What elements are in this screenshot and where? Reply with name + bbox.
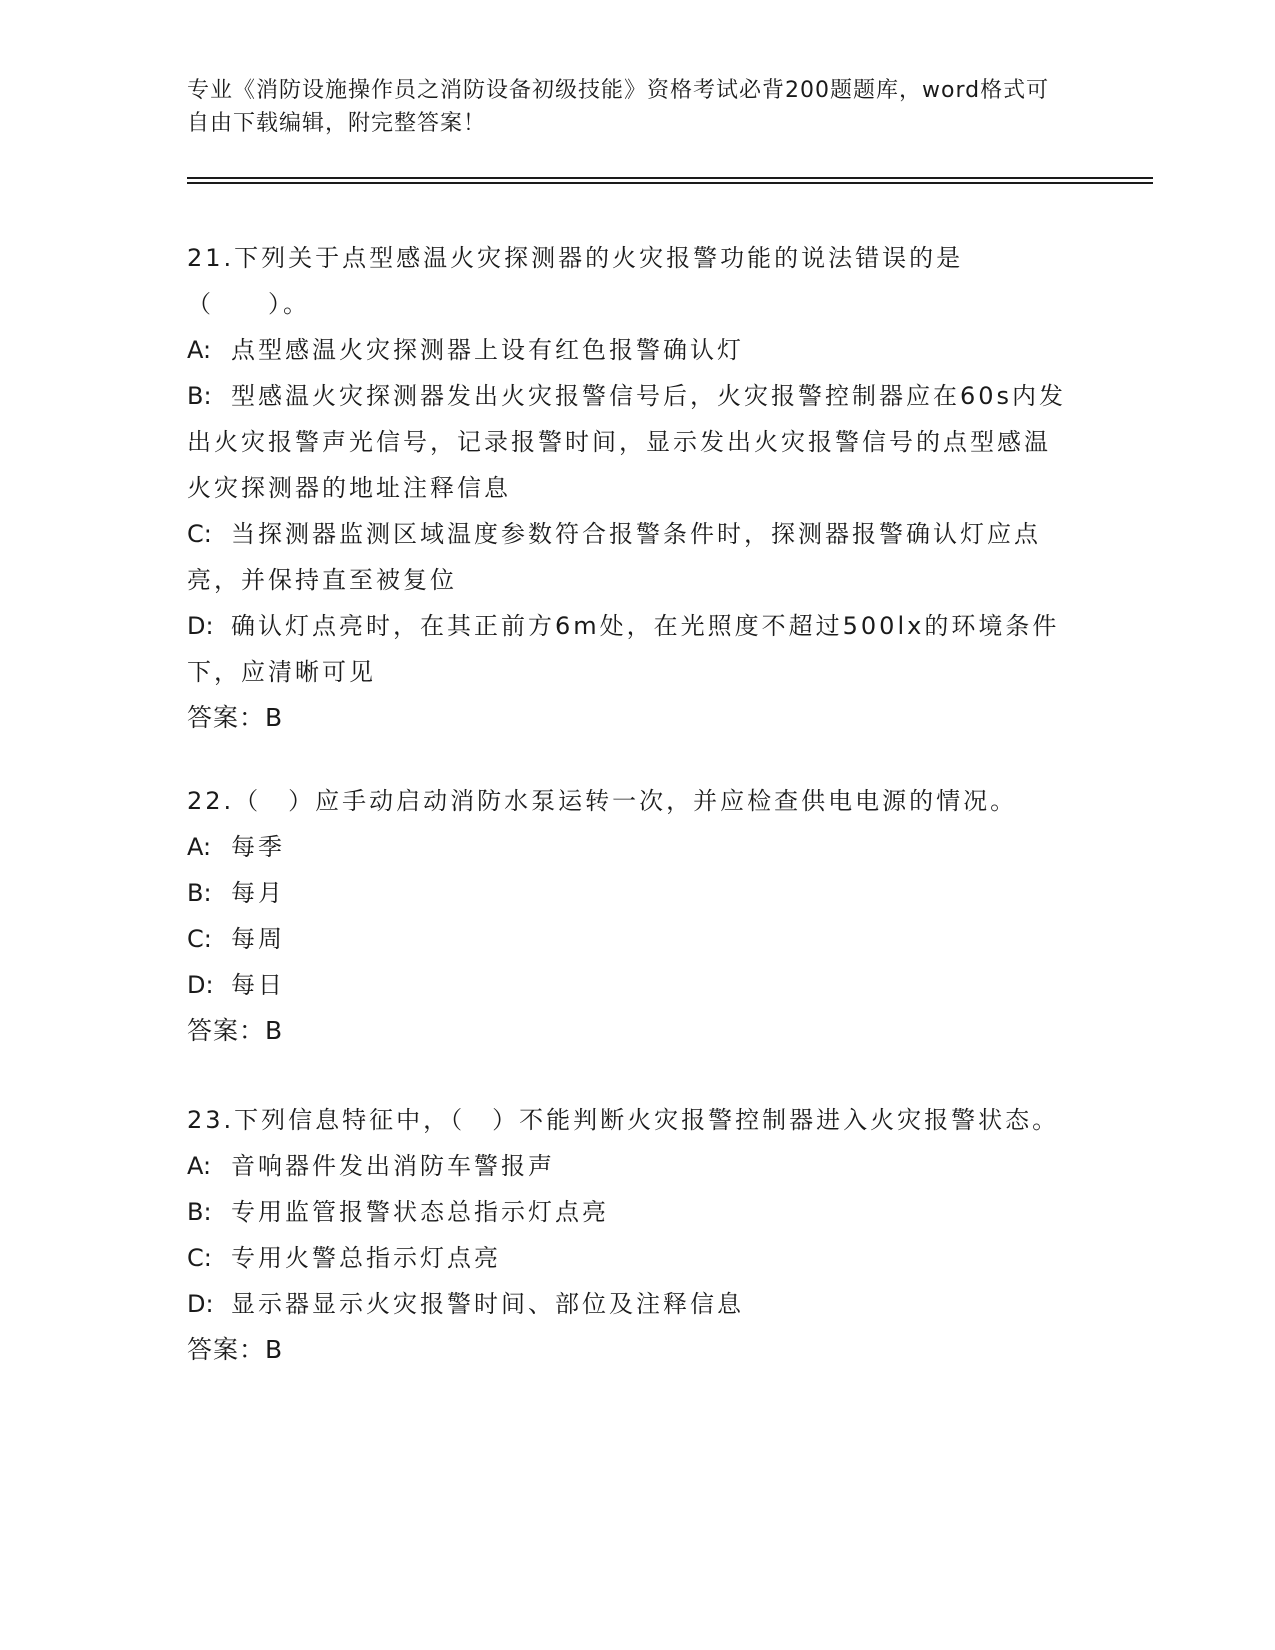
answer-label: 答案：B [187, 1335, 284, 1364]
option-b [187, 870, 1067, 916]
option-d [187, 1281, 1067, 1327]
option-text: 确认灯点亮时，在其正前方6m处，在光照度不超过500lx的环境条件下，应清晰可见 [187, 612, 1060, 686]
answer-label: 答案：B [187, 703, 284, 732]
option-text: 专用火警总指示灯点亮 [231, 1244, 501, 1272]
option-key: D: [187, 971, 214, 999]
option-key: B: [187, 382, 212, 410]
option-key: C: [187, 925, 212, 953]
option-text: 每月 [231, 879, 285, 907]
option-d [187, 603, 1067, 695]
question-stem: 23.下列信息特征中，（ ）不能判断火灾报警控制器进入火灾报警状态。 [187, 1106, 1060, 1134]
option-text: 点型感温火灾探测器上设有红色报警确认灯 [231, 336, 744, 364]
answer-label: 答案：B [187, 1016, 284, 1045]
option-text: 当探测器监测区域温度参数符合报警条件时，探测器报警确认灯应点亮，并保持直至被复位 [187, 520, 1041, 594]
option-key: C: [187, 520, 212, 548]
option-text: 每周 [231, 925, 285, 953]
option-text: 专用监管报警状态总指示灯点亮 [231, 1198, 609, 1226]
option-key: B: [187, 1198, 212, 1226]
option-key: A: [187, 1152, 212, 1180]
option-text: 每日 [231, 971, 285, 999]
option-a [187, 1143, 1067, 1189]
question-23 [187, 1097, 1067, 1373]
question-stem: 22.（ ）应手动启动消防水泵运转一次，并应检查供电电源的情况。 [187, 787, 1018, 815]
option-key: A: [187, 833, 212, 861]
question-22 [187, 778, 1067, 1054]
option-text: 每季 [231, 833, 285, 861]
option-b [187, 373, 1067, 511]
option-b [187, 1189, 1067, 1235]
option-text: 型感温火灾探测器发出火灾报警信号后，火灾报警控制器应在60s内发出火灾报警声光信号，记录报警时间，显示发出火灾报警信号的点型感温火灾探测器的地址注释信息 [187, 382, 1067, 502]
option-d [187, 962, 1067, 1008]
question-21 [187, 235, 1067, 741]
option-a [187, 327, 1067, 373]
option-text: 显示器显示火灾报警时间、部位及注释信息 [231, 1290, 744, 1318]
option-key: D: [187, 612, 214, 640]
option-c [187, 916, 1067, 962]
option-key: B: [187, 879, 212, 907]
option-c [187, 511, 1067, 603]
header-divider-top [187, 177, 1153, 179]
question-stem: 21.下列关于点型感温火灾探测器的火灾报警功能的说法错误的是（ ）。 [187, 244, 964, 318]
option-key: D: [187, 1290, 214, 1318]
option-c [187, 1235, 1067, 1281]
option-text: 音响器件发出消防车警报声 [231, 1152, 555, 1180]
option-a [187, 824, 1067, 870]
option-key: C: [187, 1244, 212, 1272]
option-key: A: [187, 336, 212, 364]
document-header: 专业《消防设施操作员之消防设备初级技能》资格考试必背200题题库，word格式可自由下载编辑，附完整答案！ [187, 78, 1050, 136]
header-divider-bottom [187, 182, 1153, 184]
